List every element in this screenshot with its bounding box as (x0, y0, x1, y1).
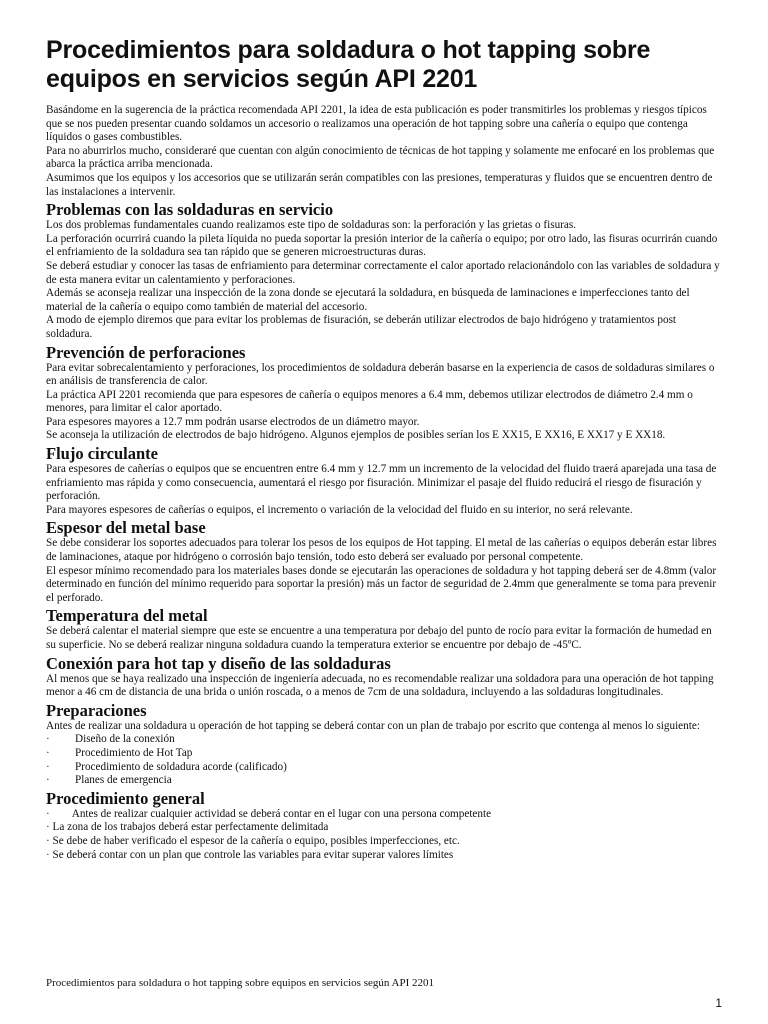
list-item-text: Planes de emergencia (75, 774, 172, 787)
section-heading: Preparaciones (46, 700, 147, 720)
list-item-text: Se deberá contar con un plan que controle las variables para evitar superar valores límites (52, 848, 454, 861)
list-item (46, 774, 722, 788)
section-flujo (46, 445, 722, 517)
document-page (46, 36, 722, 862)
section-paragraph: Se deberá estudiar y conocer las tasas de enfriamiento para determinar correctamente el calor aportado relacionándolo con las variables de soldadura y de esta manera evitar un calentamiento y perforaciones. (46, 259, 720, 286)
section-conexion (46, 655, 722, 700)
section-paragraph: Se deberá calentar el material siempre que este se encuentre a una temperatura por debajo del punto de rocío para evitar la formación de humedad en su superficie. No se deberá realizar ninguna soldadura cuando la temperatura exterior se encuentre por debajo de -45ºC. (46, 625, 712, 651)
intro-paragraph: Asumimos que los equipos y los accesorios que se utilizarán serán compatibles con las presiones, temperaturas y fluidos que se encuentren dentro de las instalaciones a intervenir. (46, 171, 713, 198)
bullet-icon: · (46, 834, 50, 847)
section-heading: Prevención de perforaciones (46, 342, 246, 362)
section-espesor (46, 519, 722, 605)
section-paragraph: La perforación ocurrirá cuando la pileta líquida no pueda soportar la presión interior de la cañería o equipo; por otro lado, las fisuras ocurrirán cuando el enfriamiento de la soldadura sea tan rápido que se generen microestructuras duras. (46, 232, 718, 259)
section-problemas (46, 201, 722, 341)
section-preparaciones (46, 702, 722, 788)
section-heading: Espesor del metal base (46, 518, 206, 538)
bullet-icon: · (46, 848, 50, 861)
section-prevencion (46, 344, 722, 444)
section-paragraph: Para mayores espesores de cañerías o equipos, el incremento o variación de la velocidad del fluido en su interior, no será relevante. (46, 503, 633, 516)
section-heading: Procedimiento general (46, 788, 205, 808)
list-item (46, 761, 722, 775)
section-paragraph: Además se aconseja realizar una inspección de la zona donde se ejecutará la soldadura, en búsqueda de laminaciones e imperfecciones tanto del material de la cañería o equipo como también de material del accesorio. (46, 287, 690, 313)
section-heading: Flujo circulante (46, 444, 158, 464)
list-item-text: Antes de realizar cualquier actividad se deberá contar en el lugar con una persona competente (71, 807, 492, 820)
list-item (46, 849, 722, 863)
preparaciones-list (46, 733, 722, 787)
bullet-icon: · (46, 746, 50, 759)
section-paragraph: Para espesores mayores a 12.7 mm podrán usarse electrodos de un diámetro mayor. (46, 415, 420, 428)
section-heading: Conexión para hot tap y diseño de las soldaduras (46, 653, 391, 673)
section-paragraph: Para espesores de cañerías o equipos que se encuentren entre 6.4 mm y 12.7 mm un incremento de la velocidad del fluido traerá aparejada una tasa de enfriamiento mas rápida y como consecuencia, aumentará el riesgo por fisuración. Minimizar el pasaje del fluido reducirá el riesgo de fisuración y perforación. (46, 463, 717, 503)
section-paragraph: Se debe considerar los soportes adecuados para tolerar los pesos de los equipos de Hot tapping. El metal de las cañerías o equipos deberán estar libres de laminaciones, ataque por hidrógeno o corrosión bajo tensión, todo esto deberá ser evaluado por personal competente. (46, 537, 717, 564)
list-item (46, 835, 722, 849)
intro-section (46, 104, 722, 199)
bullet-icon: · (46, 774, 50, 787)
page-number: 1 (715, 996, 722, 1010)
section-heading: Temperatura del metal (46, 606, 208, 626)
general-list (46, 808, 722, 862)
section-paragraph: A modo de ejemplo diremos que para evitar los problemas de fisuración, se deberán utilizar electrodos de bajo hidrógeno y tratamientos post soldadura. (46, 314, 677, 340)
section-paragraph: Para evitar sobrecalentamiento y perforaciones, los procedimientos de soldadura deberán basarse en la experiencia de casos de soldaduras similares o en análisis de transferencia de calor. (46, 361, 715, 388)
list-item (46, 808, 722, 822)
page-footer: Procedimientos para soldadura o hot tapping sobre equipos en servicios según API 2201 (46, 977, 434, 989)
list-item (46, 747, 722, 761)
document-title: Procedimientos para soldadura o hot tapping sobre equipos en servicios según API 2201 (46, 36, 651, 93)
bullet-icon: · (46, 760, 50, 773)
intro-paragraph: Basándome en la sugerencia de la práctica recomendada API 2201, la idea de esta publicación es poder transmitirles los problemas y riesgos típicos que se nos pueden presentar cuando soldamos un accesorio o realizamos una operación de hot tapping sobre una cañería o equipo que contenga líquidos o gases combustibles. (46, 104, 707, 144)
bullet-icon: · (46, 807, 50, 820)
section-heading: Problemas con las soldaduras en servicio (46, 200, 334, 220)
list-item-text: Procedimiento de Hot Tap (75, 746, 193, 759)
intro-paragraph: Para no aburrirlos mucho, consideraré que cuentan con algún conocimiento de técnicas de hot tapping y solamente me enfocaré en los problemas que abarca la práctica arriba mencionada. (46, 144, 715, 171)
list-item-text: Se debe de haber verificado el espesor de la cañería o equipo, posibles imperfecciones, etc. (52, 834, 460, 847)
section-paragraph: Se aconseja la utilización de electrodos de bajo hidrógeno. Algunos ejemplos de posibles serían los E XX15, E XX16, E XX17 y E XX18. (46, 429, 666, 442)
bullet-icon: · (46, 821, 50, 834)
list-item (46, 733, 722, 747)
section-paragraph: Antes de realizar una soldadura u operación de hot tapping se deberá contar con un plan de trabajo por escrito que contenga al menos lo siguiente: (46, 719, 700, 732)
section-general (46, 790, 722, 862)
bullet-icon: · (46, 733, 50, 746)
section-paragraph: El espesor mínimo recomendado para los materiales bases donde se ejecutarán las operaciones de soldadura y hot tapping deberá ser de 4.8mm (valor determinado en función del mínimo requerido para soportar la presión) más un factor de seguridad de 2.4mm que generalmente se toma para prevenir el perforado. (46, 564, 717, 604)
section-paragraph: Los dos problemas fundamentales cuando realizamos este tipo de soldaduras son: la perforación y las grietas o fisuras. (46, 219, 577, 232)
section-paragraph: Al menos que se haya realizado una inspección de ingeniería adecuada, no es recomendable realizar una soldadora para una operación de hot tapping menor a 46 cm de distancia de una brida o unión roscada, o a menos de 7cm de una soldadura, incluyendo a las soldaduras longitudinales. (46, 672, 714, 699)
list-item-text: Diseño de la conexión (75, 733, 175, 746)
section-paragraph: La práctica API 2201 recomienda que para espesores de cañería o equipos menores a 6.4 mm, debemos utilizar electrodos de diámetro 2.4 mm o menores, para limitar el calor aportado. (46, 388, 693, 415)
list-item-text: La zona de los trabajos deberá estar perfectamente delimitada (52, 821, 329, 834)
section-temperatura (46, 607, 722, 652)
list-item (46, 821, 722, 835)
list-item-text: Procedimiento de soldadura acorde (calificado) (75, 760, 287, 773)
